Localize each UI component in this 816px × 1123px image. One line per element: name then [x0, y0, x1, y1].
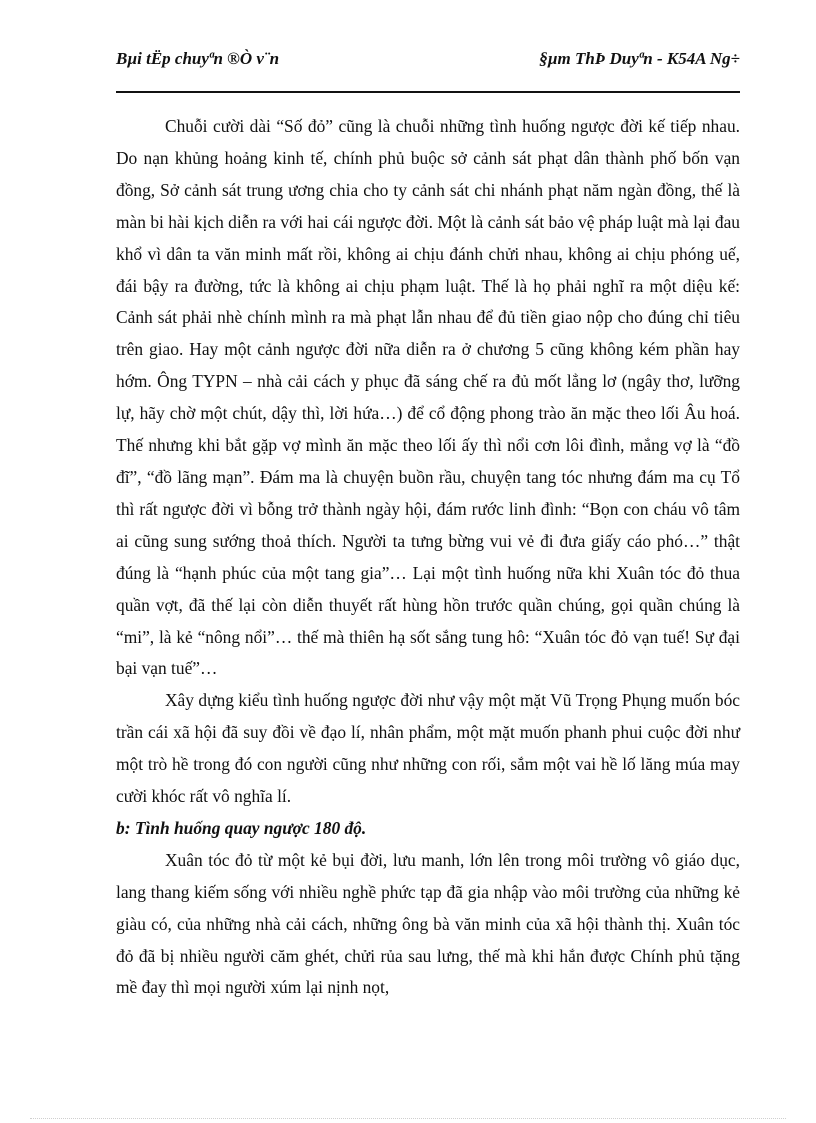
section-heading: b: Tình huống quay ngược 180 độ.	[116, 817, 367, 838]
paragraph-3: Xuân tóc đỏ từ một kẻ bụi đời, lưu manh, lớn lên trong môi trường vô giáo dục, lang thang kiếm sống với nhiều nghề phức tạp đã gia nhập vào môi trường của những kẻ giàu có, của những nhà cải cách, những ông bà văn minh của xã hội thành thị. Xuân tóc đỏ đã bị nhiều người căm ghét, chửi rủa sau lưng, thế mà khi hắn được Chính phủ tặng mề đay thì mọi người xúm lại nịnh nọt,	[116, 849, 740, 998]
header-divider	[116, 91, 740, 93]
page-header	[116, 48, 740, 92]
header-left-title: Bµi tËp chuyªn ®Ò v¨n	[116, 49, 280, 68]
paragraph-2: Xây dựng kiểu tình huống ngược đời như vậy một mặt Vũ Trọng Phụng muốn bóc trần cái xã hội đã suy đồi về đạo lí, nhân phẩm, một mặt muốn phanh phui cuộc đời như một trò hề trong đó con người cũng như những con rối, sắm một vai hề lố lăng múa may cười khóc rất vô nghĩa lí.	[116, 690, 740, 807]
document-body	[116, 111, 740, 1004]
header-right-author: §µm ThÞ Duyªn - K54A Ng÷	[539, 49, 740, 68]
page-bottom-border	[30, 1118, 786, 1119]
paragraph-1: Chuỗi cười dài “Số đỏ” cũng là chuỗi những tình huống ngược đời kế tiếp nhau. Do nạn khủng hoảng kinh tế, chính phủ buộc sở cảnh sát phạt dân thành phố bốn vạn đồng, Sở cảnh sát trung ương chia cho ty cảnh sát chi nhánh phạt năm ngàn đồng, thế là màn bi hài kịch diễn ra với hai cái ngược đời. Một là cảnh sát bảo vệ pháp luật mà lại đau khổ vì dân ta văn minh mất rồi, không ai chịu đánh chửi nhau, không ai chịu phóng uế, đái bậy ra đường, tức là không ai chịu phạm luật. Thế là họ phải nghĩ ra một diệu kế: Cảnh sát phải nhè chính mình ra mà phạt lẫn nhau để đủ tiền giao nộp cho đúng chỉ tiêu trên giao. Hay một cảnh ngược đời nữa diễn ra ở chương 5 cũng không kém phần hay hớm. Ông TYPN – nhà cải cách y phục đã sáng chế ra đủ mốt lẳng lơ (ngây thơ, lưỡng lự, hãy chờ một chút, dậy thì, lời hứa…) để cổ động phong trào ăn mặc theo lối Âu hoá. Thế nhưng khi bắt gặp vợ mình ăn mặc theo lối ấy thì nổi cơn lôi đình, mắng vợ là “đồ đĩ”, “đồ lãng mạn”. Đám ma là chuyện buồn rầu, chuyện tang tóc nhưng đám ma cụ Tổ thì rất ngược đời vì bỗng trở thành ngày hội, đám rước linh đình: “Bọn con cháu vô tâm ai cũng sung sướng thoả thích. Người ta tưng bừng vui vẻ đi đưa giấy cáo phó…” thật đúng là “hạnh phúc của một tang gia”… Lại một tình huống nữa khi Xuân tóc đỏ thua quần vợt, đã thế lại còn diễn thuyết rất hùng hồn trước quần chúng, gọi quần chúng là “mi”, là kẻ “nông nổi”… thế mà thiên hạ sốt sắng tung hô: “Xuân tóc đỏ vạn tuế! Sự đại bại vạn tuế”…	[116, 116, 740, 679]
